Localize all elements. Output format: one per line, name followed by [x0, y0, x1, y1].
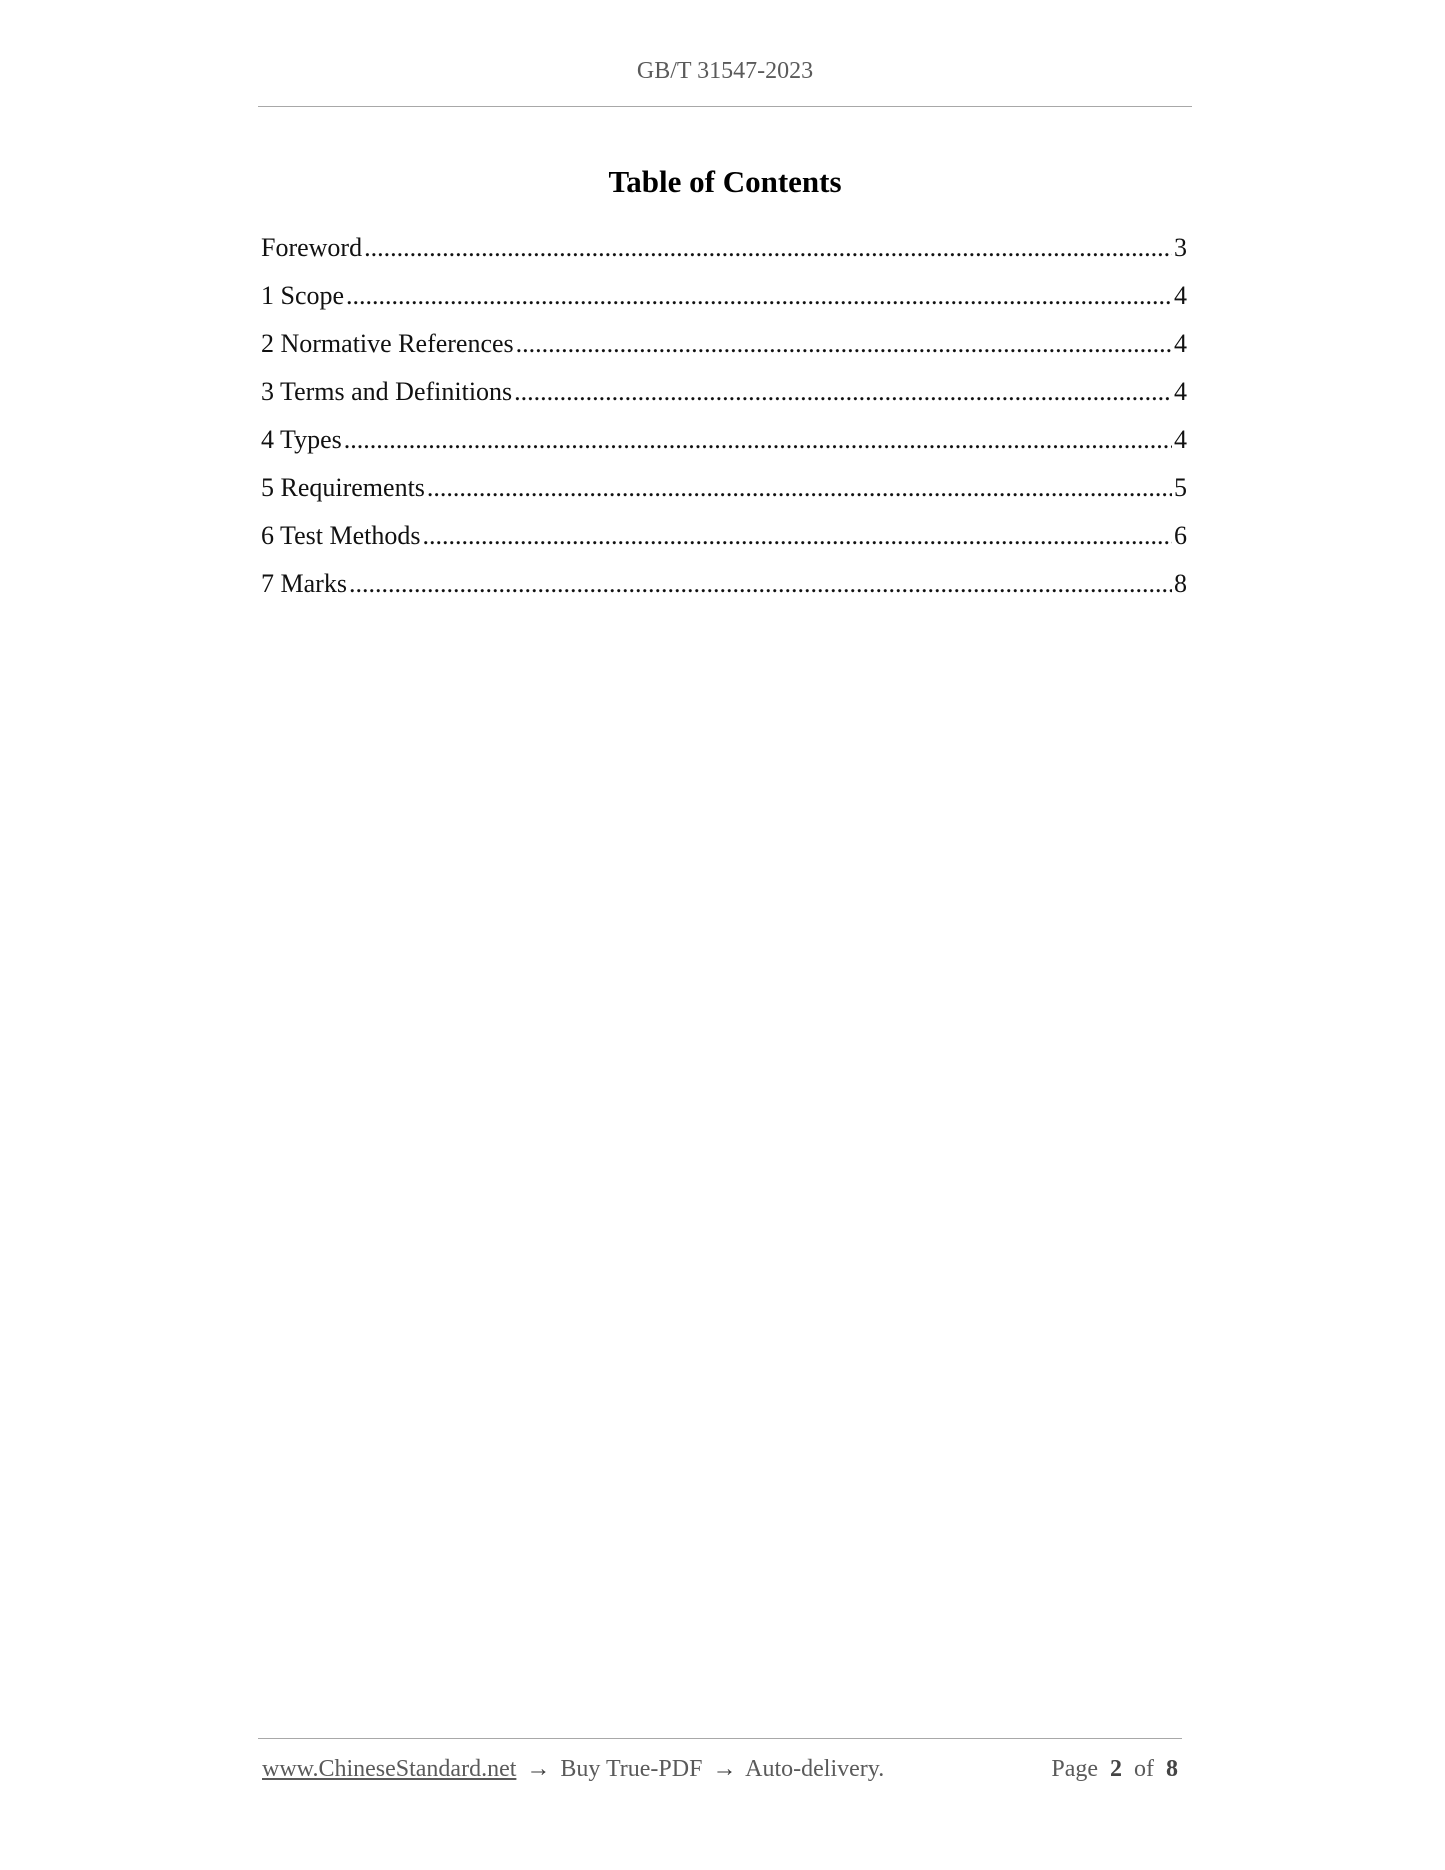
page-indicator — [1051, 1756, 1178, 1783]
toc-entry-requirements[interactable] — [261, 470, 1187, 518]
toc-entry-page: 4 — [1174, 377, 1187, 406]
toc-entry-page: 3 — [1174, 233, 1187, 262]
toc-entry-label: 2 Normative References — [261, 329, 514, 358]
right-arrow-icon: → — [526, 1756, 551, 1782]
toc-entry-label: 5 Requirements — [261, 473, 425, 502]
toc-dot-leader — [422, 518, 1172, 554]
current-page-number: 2 — [1110, 1756, 1122, 1782]
toc-entry-types[interactable] — [261, 422, 1187, 470]
total-page-count: 8 — [1166, 1756, 1178, 1782]
page-word: Page — [1051, 1756, 1098, 1782]
toc-entry-page: 4 — [1174, 281, 1187, 310]
footer-step-buy: Buy True-PDF — [560, 1756, 703, 1782]
toc-entry-test-methods[interactable] — [261, 518, 1187, 566]
toc-dot-leader — [427, 470, 1172, 506]
footer-divider — [258, 1738, 1182, 1739]
of-word: of — [1134, 1756, 1154, 1782]
toc-entry-label: 3 Terms and Definitions — [261, 377, 513, 406]
toc-entry-page: 6 — [1174, 521, 1187, 550]
right-arrow-icon: → — [712, 1756, 737, 1782]
footer-promo — [262, 1756, 884, 1783]
toc-dot-leader — [344, 422, 1172, 458]
website-link[interactable]: www.ChineseStandard.net — [262, 1756, 517, 1782]
document-header: GB/T 31547-2023 — [636, 58, 814, 84]
toc-dot-leader — [516, 326, 1172, 362]
header-divider — [258, 106, 1192, 107]
toc-entry-marks[interactable] — [261, 566, 1187, 614]
toc-entry-label: 7 Marks — [261, 569, 347, 598]
toc-title: Table of Contents — [608, 164, 842, 199]
toc-dot-leader — [364, 230, 1172, 266]
toc-entry-label: 6 Test Methods — [261, 521, 421, 550]
footer-step-delivery: Auto-delivery. — [745, 1756, 885, 1782]
toc-entry-terms-and-definitions[interactable] — [261, 374, 1187, 422]
toc-entry-label: Foreword — [261, 233, 363, 262]
toc-entry-page: 8 — [1174, 569, 1187, 598]
toc-entry-label: 4 Types — [261, 425, 342, 454]
toc-dot-leader — [346, 278, 1172, 314]
toc-entry-page: 4 — [1174, 329, 1187, 358]
toc-entry-normative-references[interactable] — [261, 326, 1187, 374]
toc-entry-label: 1 Scope — [261, 281, 345, 310]
toc-entry-page: 5 — [1174, 473, 1187, 502]
toc-dot-leader — [349, 566, 1172, 602]
toc-entry-page: 4 — [1174, 425, 1187, 454]
toc-entry-scope[interactable] — [261, 278, 1187, 326]
toc-list — [261, 230, 1187, 614]
toc-entry-foreword[interactable] — [261, 230, 1187, 278]
toc-dot-leader — [514, 374, 1172, 410]
